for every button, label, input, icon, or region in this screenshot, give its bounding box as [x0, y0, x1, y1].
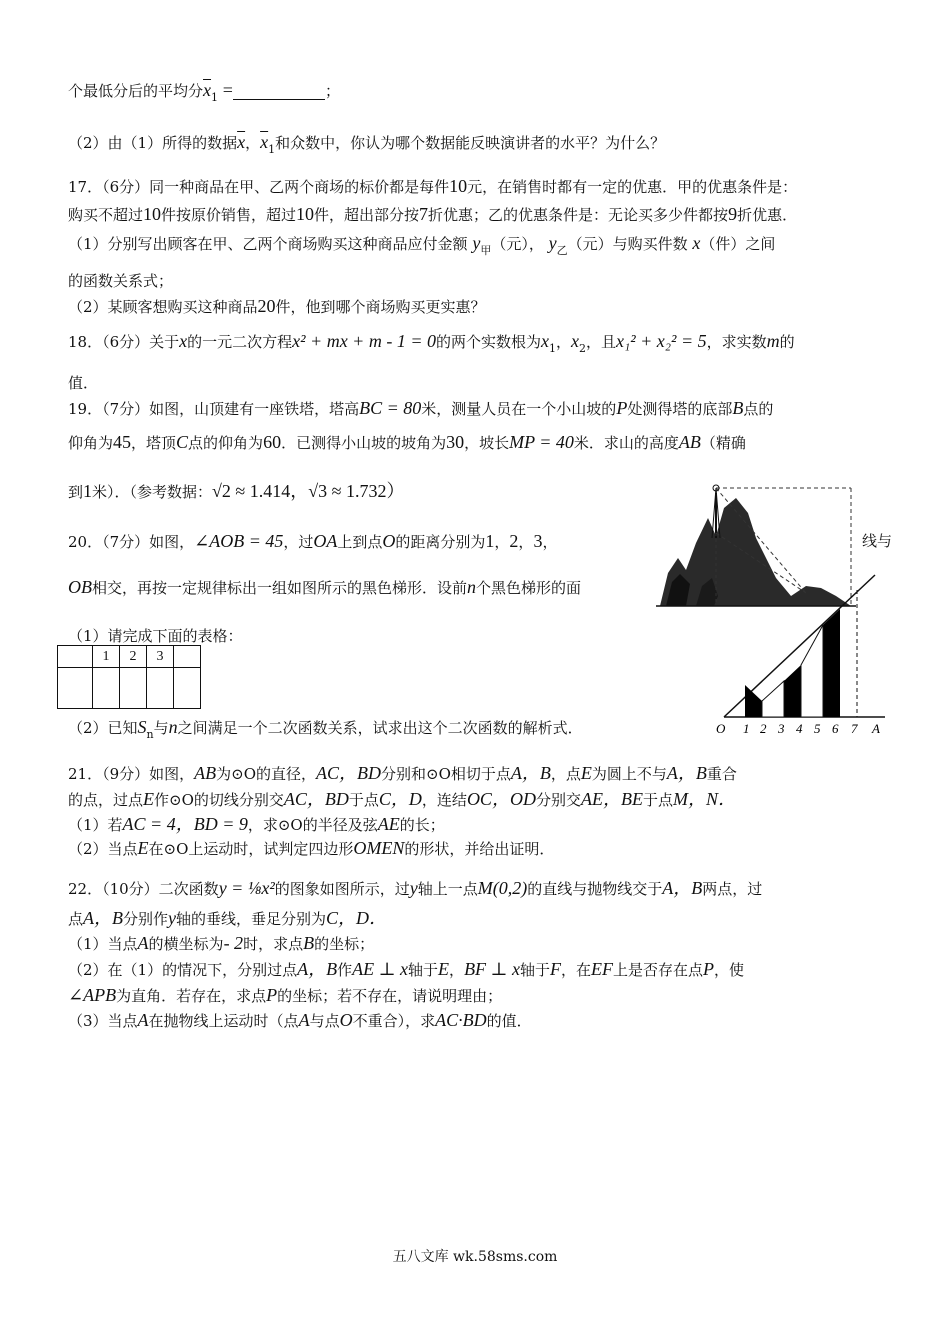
answer-table [57, 645, 201, 709]
text-line: （3）当点A在抛物线上运动时（点A与点O不重合），求AC·BD的值． [68, 1010, 532, 1030]
axis-label: O [716, 721, 726, 736]
axis-label: 2 [760, 721, 767, 736]
axis-label: 7 [851, 721, 858, 736]
question-19: 19．（7分）如图，山顶建有一座铁塔，塔高BC = 80米，测量人员在一个小山坡的P处测得塔的底部B点的 [68, 398, 774, 418]
text-line: 的点，过点E作⊙O的切线分别交AC，BD于点C，D，连结OC，OD分别交AE，BE于点M，N． [68, 789, 736, 809]
axis-label: 5 [814, 721, 821, 736]
gap-2 [801, 625, 823, 717]
trapezoid-figure [700, 565, 890, 740]
table-cell: 1 [93, 646, 120, 668]
text-line: （2）在（1）的情况下，分别过点A，B作AE ⊥ x轴于E，BF ⊥ x轴于F，在EF上是否存在点P，使 [68, 959, 745, 979]
table-cell[interactable] [147, 668, 174, 709]
question-20: 20．（7分）如图，∠AOB = 45，过OA上到点O的距离分别为1，2，3， [68, 531, 558, 551]
axis-label: 3 [778, 721, 785, 736]
text-line: （2）某顾客想购买这种商品20件，他到哪个商场购买更实惠？ [68, 296, 486, 316]
text-line: （2）当点E在⊙O上运动时，试判定四边形OMEN的形状，并给出证明． [68, 838, 555, 858]
axis-label: 1 [743, 721, 750, 736]
table-cell[interactable] [58, 668, 93, 709]
table-cell [174, 646, 201, 668]
text-line: 仰角为45，塔顶C点的仰角为60．已测得小山坡的坡角为30，坡长MP = 40米．求山的高度AB（精确 [68, 432, 746, 452]
question-18: 18．（6分）关于x的一元二次方程x² + mx + m - 1 = 0的两个实数根为$x_1$，$x_2$，且x₁² + x₂² = 5，求实数m的 [68, 331, 795, 355]
text-line: （1）请完成下面的表格： [68, 627, 243, 645]
table-cell[interactable] [93, 668, 120, 709]
text-line: ∠APB为直角．若存在，求点P的坐标；若不存在，请说明理由； [68, 985, 503, 1005]
text-line: （2）由（1）所得的数据$\overline{x}$，$\overline{x}_1$和众数中，你认为哪个数据能反映演讲者的水平？为什么？ [68, 132, 666, 156]
axis-label: 4 [796, 721, 803, 736]
question-22: 22．（10分）二次函数y = ⅛x²的图象如图所示，过y轴上一点M(0,2)的直线与抛物线交于A，B两点，过 [68, 878, 763, 898]
footer: 五八文库 wk.58sms.com [392, 1249, 558, 1265]
axis-label: 6 [832, 721, 839, 736]
trapezoid-3 [823, 609, 840, 717]
text-line: （1）分别写出顾客在甲、乙两个商场购买这种商品应付金额 $y_甲$（元）， $y_乙$（元）与购买件数 x（件）之间 [68, 233, 776, 257]
text-line: （2）已知$S_n$与n之间满足一个二次函数关系，试求出这个二次函数的解析式． [68, 717, 583, 741]
table-cell[interactable] [174, 668, 201, 709]
axis-label: A [872, 721, 880, 736]
text-line: 的函数关系式； [68, 272, 174, 290]
table-cell: 2 [120, 646, 147, 668]
gap-1 [762, 681, 784, 717]
text-line: 个最低分后的平均分$\overline{x}_1$ = ； [68, 80, 340, 104]
question-21: 21．（9分）如图，AB为⊙O的直径，AC，BD分别和⊙O相切于点A，B，点E为圆上不与A，B重合 [68, 763, 737, 783]
text-line: OB相交，再按一定规律标出一组如图所示的黑色梯形．设前n个黑色梯形的面 [68, 577, 582, 597]
text-line: 到1米）．（参考数据：√2 ≈ 1.414，√3 ≈ 1.732） [68, 481, 405, 501]
text-fragment: 线与 [862, 532, 893, 550]
text-line: 值． [68, 374, 99, 392]
text-line: （1）若AC = 4，BD = 9，求⊙O的半径及弦AE的长； [68, 814, 445, 834]
question-17: 17．（6分）同一种商品在甲、乙两个商场的标价都是每件10元，在销售时都有一定的优惠．甲的优惠条件是： [68, 176, 798, 196]
text-line: 点A，B分别作y轴的垂线，垂足分别为C，D． [68, 908, 388, 928]
table-cell: 3 [147, 646, 174, 668]
answer-blank[interactable] [233, 85, 325, 100]
trapezoid-2 [784, 665, 801, 717]
text-line: （1）当点A的横坐标为- 2时，求点B的坐标； [68, 933, 375, 953]
text-line: 购买不超过10件按原价销售，超过10件，超出部分按7折优惠；乙的优惠条件是：无论买多少件都按9折优惠． [68, 204, 798, 224]
table-cell [58, 646, 93, 668]
math-x1-bar: $\overline{x}$ [203, 80, 212, 100]
table-cell[interactable] [120, 668, 147, 709]
